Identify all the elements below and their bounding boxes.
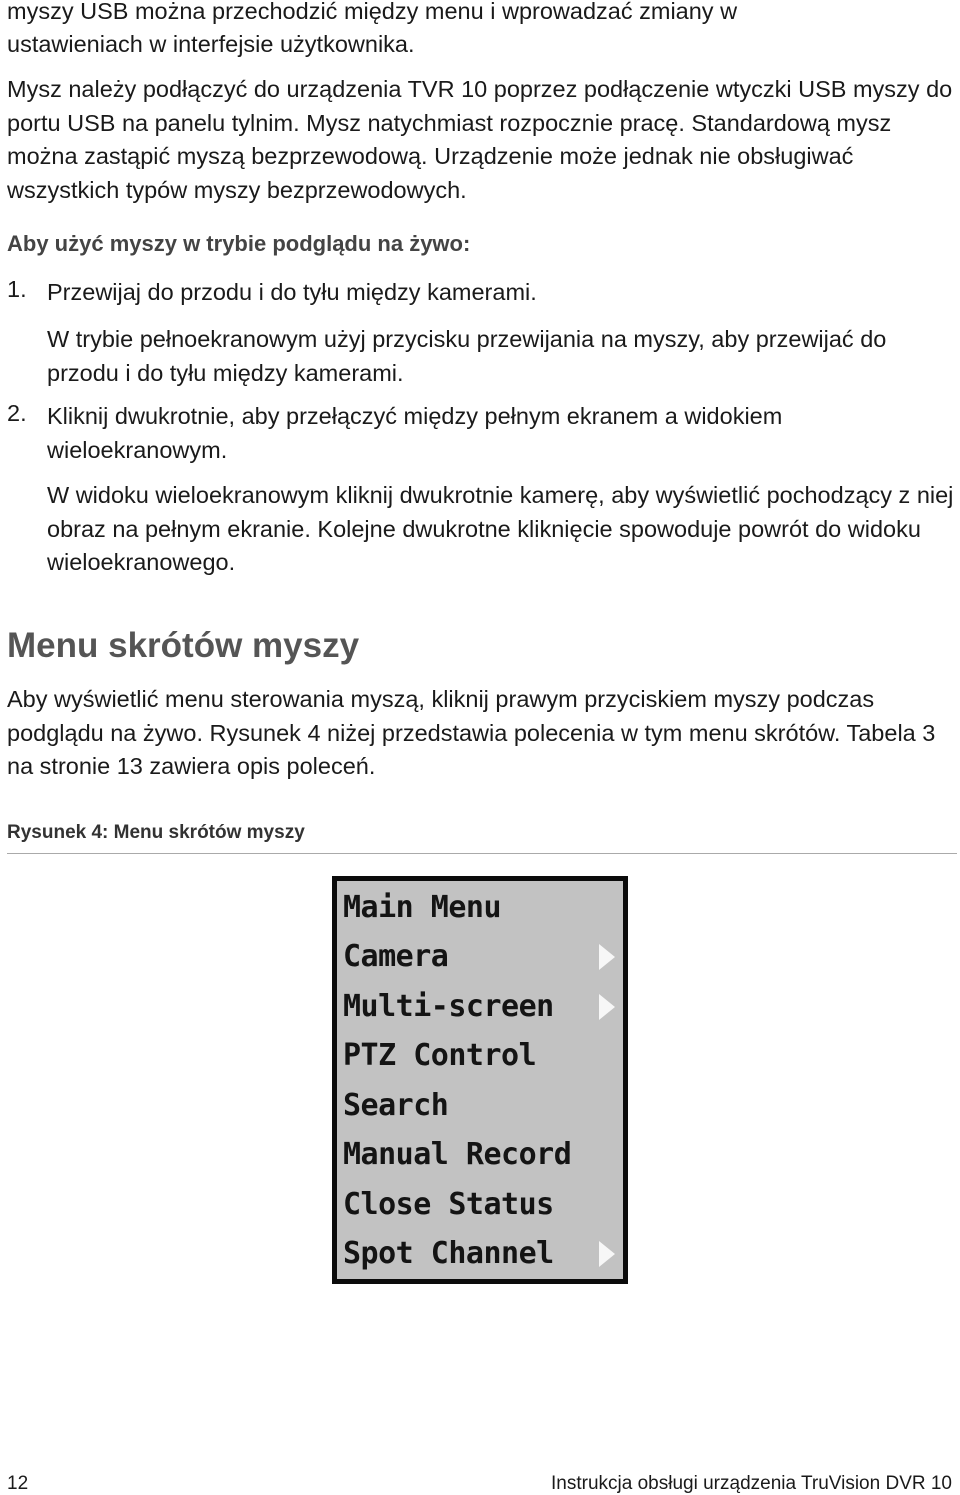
menu-item-label: Search [343, 1088, 449, 1123]
menu-item-multi-screen[interactable] [343, 984, 623, 1030]
menu-item-search[interactable] [343, 1083, 623, 1129]
menu-item-label: Camera [343, 939, 449, 974]
step-1-detail: W trybie pełnoekranowym użyj przycisku przewijania na myszy, aby przewijać do przodu i do tyłu między kamerami. [47, 326, 887, 386]
menu-item-spot-channel[interactable] [343, 1231, 623, 1277]
page-number: 12 [7, 1473, 29, 1494]
section-paragraph: Aby wyświetlić menu sterowania myszą, kliknij prawym przyciskiem myszy podczas podglądu na żywo. Rysunek 4 niżej przedstawia polecenia w tym menu skrótów. Tabela 3 na stronie 13 zawiera opis poleceń. [7, 686, 936, 779]
menu-item-label: PTZ Control [343, 1038, 537, 1073]
menu-item-main-menu[interactable] [343, 885, 623, 931]
figure-caption: Rysunek 4: Menu skrótów myszy [7, 822, 305, 843]
menu-item-label: Close Status [343, 1187, 554, 1222]
mouse-connection-paragraph: Mysz należy podłączyć do urządzenia TVR 10 poprzez podłączenie wtyczki USB myszy do portu USB na panelu tylnim. Mysz natychmiast rozpocznie pracę. Standardową mysz można zastąpić myszą bezprzewodową. Urządzenie może jednak nie obsługiwać wszystkich typów myszy bezprzewodowych. [7, 76, 953, 203]
menu-item-manual-record[interactable] [343, 1132, 623, 1178]
menu-item-label: Spot Channel [343, 1236, 554, 1271]
live-view-subheading: Aby użyć myszy w trybie podglądu na żywo: [7, 231, 471, 256]
step-1-number: 1. [7, 276, 27, 302]
intro-line-1: myszy USB można przechodzić między menu i wprowadzać zmiany w [7, 0, 738, 24]
step-1-title: Przewijaj do przodu i do tyłu między kamerami. [47, 279, 537, 305]
caption-divider [7, 853, 957, 854]
submenu-arrow-icon [599, 994, 615, 1020]
menu-item-label: Multi-screen [343, 989, 554, 1024]
intro-line-2: ustawieniach w interfejsie użytkownika. [7, 31, 415, 57]
step-2-title: Kliknij dwukrotnie, aby przełączyć między pełnym ekranem a widokiem wieloekranowym. [47, 403, 783, 463]
menu-item-camera[interactable] [343, 934, 623, 980]
menu-item-label: Manual Record [343, 1137, 572, 1172]
submenu-arrow-icon [599, 944, 615, 970]
menu-item-ptz-control[interactable] [343, 1033, 623, 1079]
submenu-arrow-icon [599, 1241, 615, 1267]
menu-item-close-status[interactable] [343, 1182, 623, 1228]
mouse-shortcut-menu [332, 876, 628, 1284]
document-title: Instrukcja obsługi urządzenia TruVision DVR 10 [551, 1473, 952, 1494]
menu-item-label: Main Menu [343, 890, 502, 925]
section-heading: Menu skrótów myszy [7, 626, 360, 665]
step-2-number: 2. [7, 400, 27, 426]
step-2-detail: W widoku wieloekranowym kliknij dwukrotnie kamerę, aby wyświetlić pochodzący z niej obraz na pełnym ekranie. Kolejne dwukrotne kliknięcie spowoduje powrót do widoku wieloekranowego. [47, 482, 954, 575]
